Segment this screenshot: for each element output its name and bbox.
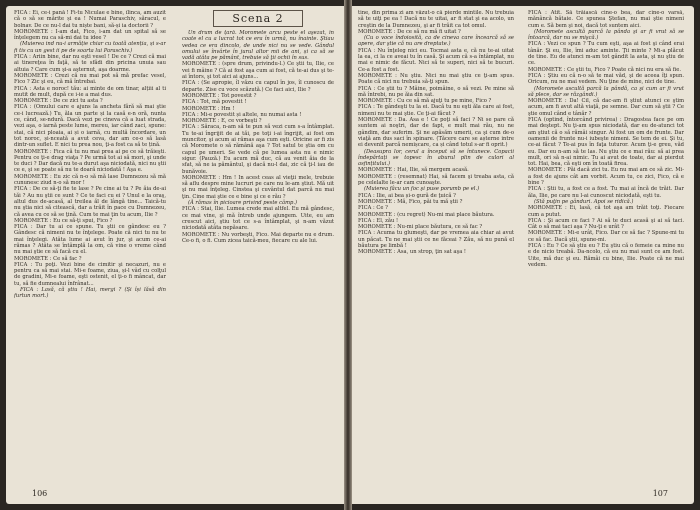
dialogue-line: MOROMETE : Da! Cil, că dac-am fi ştiut atunci ce ştim acum, am fi avut altă viaţă, pe semne. Dar cum să ştii ? Ce ştie omul când e tânăr ?	[528, 98, 684, 117]
dialogue-line: MOROMETE : Fica că tu nu mai prea ai pe ce să trăieşti. Pentru ce ţi-e drag viaţa ? Pe urmă tot ai să mori, şi unde te duci ? Dar dacă nu te-a durut aşa niciodată, nici nu ştii ce e, şi se poate să nu te doară niciodată ! Aşa e.	[14, 148, 166, 174]
dialogue-line: MOROMETE : Hm !	[182, 105, 235, 112]
dialogue-line: FICA : Te gândeşti tu la ei. Dacă tu nu eşti ăla care ai fost, nimeni nu te mai ştie. Ce ţi-ai făcut ?	[358, 104, 514, 117]
dialogue-line: MOROMETE : Asa, un strop, ţin sat aşa !	[358, 249, 467, 256]
dialogue-line: MOROMETE : De ce zici tu asta ?	[14, 98, 103, 105]
dialogue-line: MOROMETE : (spre drum, privindu-l.) Ce ştii tu, Ilie, ce vei fi mâine ? Că ai fost aşa cum ai fost, că te-ai dus şi te-ai întors, şi tot aici ai ajuns...	[182, 61, 334, 81]
dialogue-line: MOROMETE : De ce să nu mă fi uitat ?	[358, 28, 461, 35]
dialogue-line: MOROMETE : Da. Asa e ! Ce poţi să faci ? Ni se pare că suntem ai noştri, dar de fapt, e mult mai rău, nu ne gândim, dar suferim. Şi ne apăsăm umerii, ca şi cum de-o viaţă am dus saci în spinare. (Tăcere care se așterne intre ei devenit parcă nemișcare, ca și când totul s-ar fi oprit.)	[358, 117, 514, 149]
scene-title: Scena 2	[213, 10, 302, 27]
dialogue-line: FICA : Ştiu eu că n-o să te mai văd, şi de aceea îţi spun. Oricum, nu ne mai vedem. Nu ţine de mine, nici de tine.	[528, 72, 684, 86]
dialogue-line: FICA : Stai, Ilie. Lumea crede mai altfel. Eu mă gândesc, ce mai vine, şi mă întreb unde ajungem. Uite, eu am crescut aici, ştiu tot ce s-a întâmplat, şi n-am văzut niciodată atâta nepăsare.	[182, 206, 334, 232]
right-page	[352, 6, 694, 504]
dialogue-line: FICA : Mi-e povestit și altele, nu numai asta !	[182, 111, 302, 118]
stage-direction: (Muierea ind nu-i armăție chiar cu toată atenția, și s-ar fi tis cu un gest ii pe de soarta lui Paraschiv.)	[14, 41, 166, 54]
stage-direction: (Muierea fâcu un foc şi puse porumb pe el.)	[364, 186, 480, 193]
dialogue-line: MOROMETE : Mă, Fico, păi tu mă ştii ?	[358, 198, 463, 205]
page-number-left: 106	[32, 489, 48, 498]
dialogue-line: FICA : (Omului care e ajuns la ancheta fără să mai ştie ce-i lucrează.) Tu, ăla un parte și la casă e-n oră, nunta ce, când, se-ndură. Dacă vezi pe cineva că a luat strada, vezi aşa, o iarnă peste lume, mereu, iar când zaci, spune: stai, că nici ploaia, ai și o iarnă, cu multă încordare, un tot noroc, și-nceată a avut ceva, dar am ce-o să lasă dintr-un suflet. E nici tu prea nou, ţi-a fost ca să te țină.	[14, 104, 166, 149]
dialogue-line: FICA : Eu ? Ce să ştiu eu ? Eu ştiu că o femeie ca mine nu e de nicio treabă. Da-ncolo, că eu nu mai sunt ce am fost. Uite, mă duc şi eu. Rămâi cu bine, Ilie. Poate că ne mai vedem.	[528, 242, 684, 268]
dialogue-line: FICA : Tu poţi. Vezi bine de cimitir şi necazuri, nu e pentru ca să mai stai. Mi-e foame, ziua, și-l vâd cu colţul de gradini, Mi-e foame, eşti ostenit, el ţi-o fi mâncat, dar tu, să fie dumnealui înfrânat...	[14, 261, 166, 287]
dialogue-line: FICA : Ce ştii tu ? Mâine, poimâine, o să vezi. Pe mine să mă întrebi, nu pe ăia din sat.	[358, 85, 514, 98]
dialogue-line: MOROMETE : Hm ! In acest ceas al vieţii mele, trebuie să aflu despre mine lucruri pe care nu le-am ştiut. Mă uit şi nu mai înţeleg. Cinstea şi cuvântul dat parcă nu mai ţin. Cine mai ştie ce e bine şi ce e rău ?	[182, 174, 334, 200]
dialogue-line: MOROMETE : Ce să fac ?	[14, 255, 82, 262]
dialogue-line: FICA : Vezi ce spun ? Tu cum eşti, aşa ai fost şi când erai tânăr. Şi eu, Ilie, îmi aduc aminte. Ţii minte ? Mi-a plăcut de tine. Eu de atunci m-am tot gândit la asta, şi nu ştiu de ce.	[528, 41, 684, 67]
dialogue-line: FICA : El, zău !	[358, 217, 399, 224]
stage-direction: (Cu o voce îndoiosită, ca de cineva care încearcă să se apere, dar ştie că nu are dreptate.)	[358, 35, 514, 48]
dialogue-line: MOROMETE : Păi dacă zici tu. Eu nu mai am ce să zic. Mi-a fost de ajuns cât am vorbit. Acum tu, ce zici, Fico, că e bine ?	[528, 167, 684, 187]
stage-direction: (Stă puţin pe gânduri. Apoi se ridică.)	[534, 198, 634, 205]
dialogue-line: MOROMETE : Nu vorbeşti, Fico. Mai departe nu e drum. Ce-o fi, o fi. Cum zicea taică-meu, fiecare cu ale lui.	[182, 231, 334, 244]
dialogue-line: FICA : Acuma tu glumeşti, dar pe vremea aia chiar ai avut un păcat. Tu ne mai ştii ce ne făceai ? Zău, să nu pună el băutura pe limbă !	[358, 230, 514, 249]
dialogue-line: FICA : Ei, ce-i pană ! Fi-tu Niculae e bine, îlinca, am auzit că o să se mărite și ea ! Numai Paraschiv, săracul, e bolnav. De ce nu-l dai tu niște bani, să-și ia doctorii ?	[14, 10, 166, 29]
dialogue-line: MOROMETE : Hai, Ilie, să mergem acasă.	[358, 167, 469, 174]
dialogue-line: MOROMETE : Eu ce să-ţi spui, Fico ?	[14, 217, 113, 224]
left-page-column-2	[182, 30, 334, 482]
stage-direction: Un drum de țară. Moromete arcu peste el aşezat, în coate el cu a lucrat tot ce era în urmă, nu înainte. Ştiau vedea ce era dincolo, de unde nici nu se vede. Gândul omului se învârte în jurul altor mii de ani, și ca să se vadă atâta pe pământ, trebuie să ţii ochii în sus.	[182, 30, 334, 62]
stage-direction: FICA : Lasă, că ştiu ! Hai, mergi ? (Și își lăsă din furtun mort.)	[14, 287, 166, 300]
stage-direction: (Moromete ascultă parcă la pândă, ca şi cum ar fi vrut să plece, dar se răzgândi.)	[528, 85, 684, 98]
dialogue-line: MOROMETE : Tot povestit ?	[182, 92, 257, 99]
dialogue-line: MOROMETE : Cu ce să mă ajuţi tu pe mine, Fico ?	[358, 98, 492, 105]
dialogue-line: MOROMETE : (cu regret) Nu-mi mai place băutura.	[358, 211, 495, 218]
dialogue-line: FICA : Asta e noroc! tău: ai minte de om tinar, alțiii al ti mutit de mult, după ce i-ie a mai dus.	[14, 85, 166, 98]
page-number-right: 107	[652, 489, 668, 498]
dialogue-line: FICA : Dar tu ai ce spune. Tu ştii ce gândesc eu ? Gândesc că nimeni nu te înţelege. Poate că nici tu nu te mai înţelegi. Atâta lume ai avut în jur, şi acum ce-ai rămas ? Atâta se întâmplă la om, că vine o vreme când nu mai ştie ce să facă cu el.	[14, 224, 166, 256]
stage-direction: (Deasupra lor, cerul a început să se întunece. Copacii îndepărtați se topesc în aburul plin de culori al asfințitului.)	[358, 148, 514, 168]
dialogue-line: MOROMETE : (resemnat) Hai, să facem şi treaba asta, că pe celelalte le-ar cam cunoaşte.	[358, 173, 514, 187]
scene-heading	[182, 10, 334, 27]
dialogue-line: FICA : Ce ?	[358, 205, 388, 212]
right-page-column-2	[528, 10, 684, 482]
dialogue-line: FICA : Atit. Să trăiască cine-o bea, dar cine-o varsă, mănâncă bătaie. Ce spunea Ştefan, nu mai ştie nimeni cum e. Să bem şi noi, dacă tot suntem aici.	[528, 10, 684, 29]
dialogue-line: FICA : Ştii tu, a fost ce a fost. Tu mai ai încă de trăit. Dar ăla, Ilie, pe care nu l-ai cunoscut niciodată, eşti tu.	[528, 186, 684, 199]
dialogue-line: FICA : Ilie, ai bea și-o gură de ţuică ?	[358, 192, 456, 199]
dialogue-line: FICA : Şi acum ce faci ? Ai să te duci acasă şi ai să taci. Cât o să mai taci aşa ? Nu-ţi e urât ?	[528, 217, 684, 231]
stage-direction: (Moromete ascultă parcă la pânda şi ar fi vrut să se întoarcă, dar nu se mişcă.)	[528, 28, 684, 42]
dialogue-line: MOROMETE : E, ce vorbeşti ?	[182, 118, 262, 125]
dialogue-line: FICA (optind, întorcând privirea) : Dragostea face pe om mai deştept. Nu ţi-am spus niciodată, dar eu de-atunci tot am ştiut că o să rămâi singur. Ai fost un om de frunte. Dar oamenii de frunte nu-i iubeşte nimeni. Se tem de ei. Şi tu, ce-ai făcut ? Te-ai pus în faţa tuturor. Acum ţi-e greu, văd eu. Dar eu n-am să te las. Nu ştiu ce e mai rău: să ai prea mult, ori să n-ai nimic. Tu ai avut de toate, dar ai pierdut tot. Hai, bea, că eşti om în toată firea.	[528, 117, 684, 168]
dialogue-line: FICA : Nu înţeleg nici eu. Tocmai asta e, că nu te-ai uitat la ea, ci la ce aveai tu în casă. Şi acum că s-a întâmplat, nu mai e nimic de făcut. Nici să te superi, nici să te bucuri. Ce-a fost a fost.	[358, 47, 514, 73]
left-page-column-1	[14, 10, 166, 482]
dialogue-line: MOROMETE : I-am dat, Fico, i-am dat un spital să se înțelegem nu ca să-mi dai tu idee ?	[14, 28, 166, 42]
right-page-column-1	[358, 10, 514, 482]
stage-direction: (Ă rămas în picioare privind peste câmp.)	[188, 200, 298, 207]
dialogue-line: MOROMETE : Crezi că nu mai pot să mă prefac vesel, Fico ? Zic şi eu, că mă întrebai.	[14, 72, 166, 86]
dialogue-line: MOROMETE : Mi-e urât, Fico. Dar ce să fac ? Spune-mi tu ce să fac. Dacă ştii, spune-mi.	[528, 230, 684, 243]
dialogue-line: MOROMETE : Ei, lasă, că tot aşa am trăit toţi. Fiecare cum a putut.	[528, 205, 684, 218]
dialogue-line: MOROMETE : Nu ştiu. Nici nu mai ştiu ce ţi-am spus. Poate că nici nu trebuia să-ţi spun.	[358, 72, 514, 86]
dialogue-line: MOROMETE : Nu-mi place băutura, ce să fac ?	[358, 224, 483, 231]
dialogue-line: MOROMETE : Eu zic că n-o să mă lase Dumnezeu să mă cununesc ziud n-o să mor !	[14, 173, 166, 187]
dialogue-line: FICA : (Se apropie, îl văzu cu capul în jos, îl cunoscu de departe. Zise cu voce scăzută.) Ce faci aici, Ilie ?	[182, 80, 334, 93]
dialogue-line: FICA : De ce să-ţi fie te lase ? Pe cine ai tu ? Pe ăia de-ai tăi ? Au nu ştii ce sunt ? Ce te faci cu ei ? Unul e la oraş, altul dus de-acasă, al treilea ăl de lângă tine... Taică-tu nu ştia nici să citească, dar a trăit în pace cu Dumnezeu, că avea cu ce să se ţină. Cum te mai ţin tu acum, Ilie ?	[14, 186, 166, 218]
dialogue-line: FICA : Săraca, n-am să te pun să vezi cum s-a întâmplat. Tu te-ai îngrijit de ai tăi, pe toţi i-ai îngrijit, ai fost om muncitor, şi acum ai rămas aşa cum eşti. Oricine ar fi zis că Moromete o să rămână aşa ? Tot satul te ştia om cu capul pe umeri. Se vede că pe lumea asta nu e nimic sigur. (Pauză.) Eu acum mă duc, că au venit ăia de la sfat, să ne ia pământul, şi dacă nu-l dai, zic că ţi-l iau de bunăvoie.	[182, 124, 334, 175]
left-page	[6, 6, 344, 504]
dialogue-line: MOROMETE : Ce ştii tu, Fico ? Poate că nici nu era să fie.	[528, 66, 681, 73]
book-gutter	[344, 0, 352, 510]
dialogue-line: FICA : Tot, mă povestit !	[182, 99, 247, 106]
dialogue-line: FICA : Ariin bine, dar nu eşti vesel ! De ce ? Crezi că mai ai tinereţea în faţă, să te sfădi din pricina unuia sau altuia ? Care cum şi-a aşternut, aşa doarme.	[14, 54, 166, 73]
dialogue-line: tine, din prima zi am văzut-o că pierde mintile. Nu trebuia să te uiţi pe ea ! Dacă nu te uitai, ar fi stat şi ea acolo, un creştin de la Dumnezeu, şi ar fi trăit ca tot omul.	[358, 10, 514, 29]
